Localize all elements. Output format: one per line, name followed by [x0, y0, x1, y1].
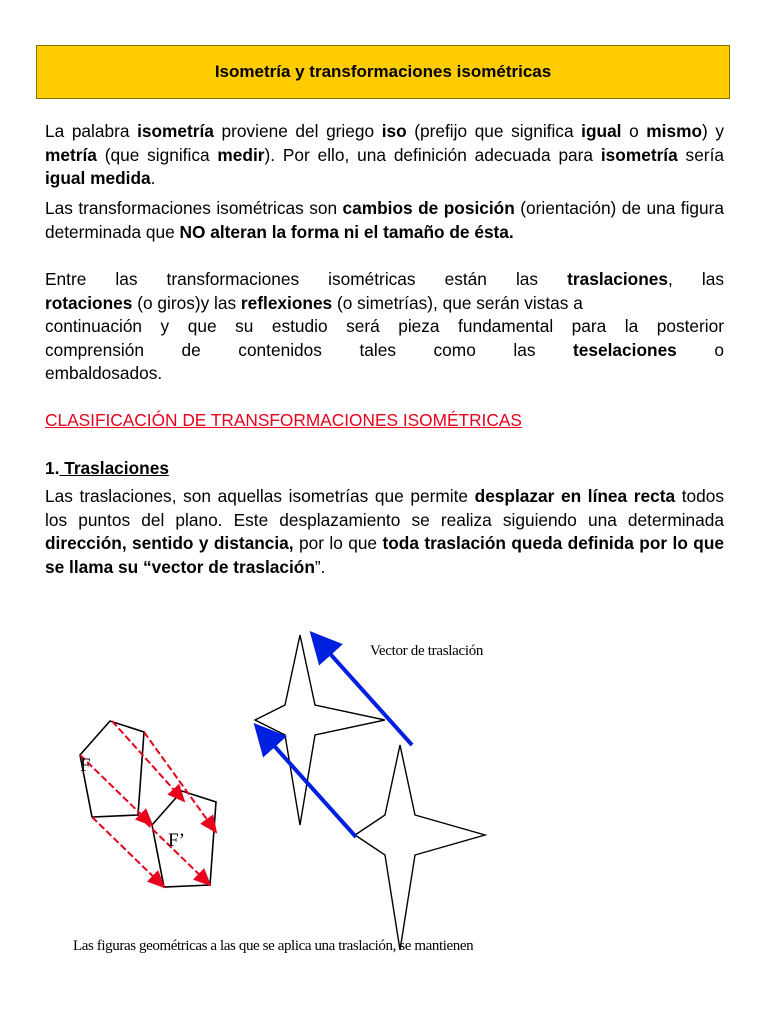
label-f: F: [80, 755, 91, 776]
paragraph-traslaciones: Las traslaciones, son aquellas isometrías que permite desplazar en línea recta todos los puntos del plano. Este desplazamiento se realiza siguiendo una determinada dirección, sentido y distancia, por lo que toda traslación queda definida por lo que se llama su “vector de traslación”.: [45, 486, 725, 577]
page-title: Isometría y transformaciones isométricas: [214, 62, 552, 81]
translation-figure: [40, 615, 600, 975]
red-translation-arrows: [80, 721, 216, 887]
title-banner: [36, 45, 730, 99]
subsection-heading-traslaciones: 1. Traslaciones: [45, 458, 169, 478]
vector-label: Vector de traslación: [370, 643, 484, 659]
paragraph-transformations: Las transformaciones isométricas son cambios de posición (orientación) de una figura determinada que NO alteran la forma ni el tamaño de ésta.: [45, 198, 724, 242]
section-heading: CLASIFICACIÓN DE TRANSFORMACIONES ISOMÉTRICAS: [45, 410, 522, 430]
star-translated: [355, 745, 485, 950]
paragraph-definition: La palabra isometría proviene del griego iso (prefijo que significa igual o mismo) y metría (que significa medir). Por ello, una definición adecuada para isometría sería igual medida.: [45, 121, 724, 188]
label-f-prime: F’: [168, 830, 185, 851]
vector-arrow-bottom: [259, 729, 356, 837]
paragraph-types: Entre las transformaciones isométricas están las traslaciones, las rotaciones (o giros)y las reflexiones (o simetrías), que serán vistas a continuación y que su estudio será pieza fundamental para la posterior comprensión de contenidos tales como las teselaciones o embaldosados.: [45, 269, 724, 383]
figure-caption: Las figuras geométricas a las que se aplica una traslación, se mantienen: [73, 938, 474, 954]
